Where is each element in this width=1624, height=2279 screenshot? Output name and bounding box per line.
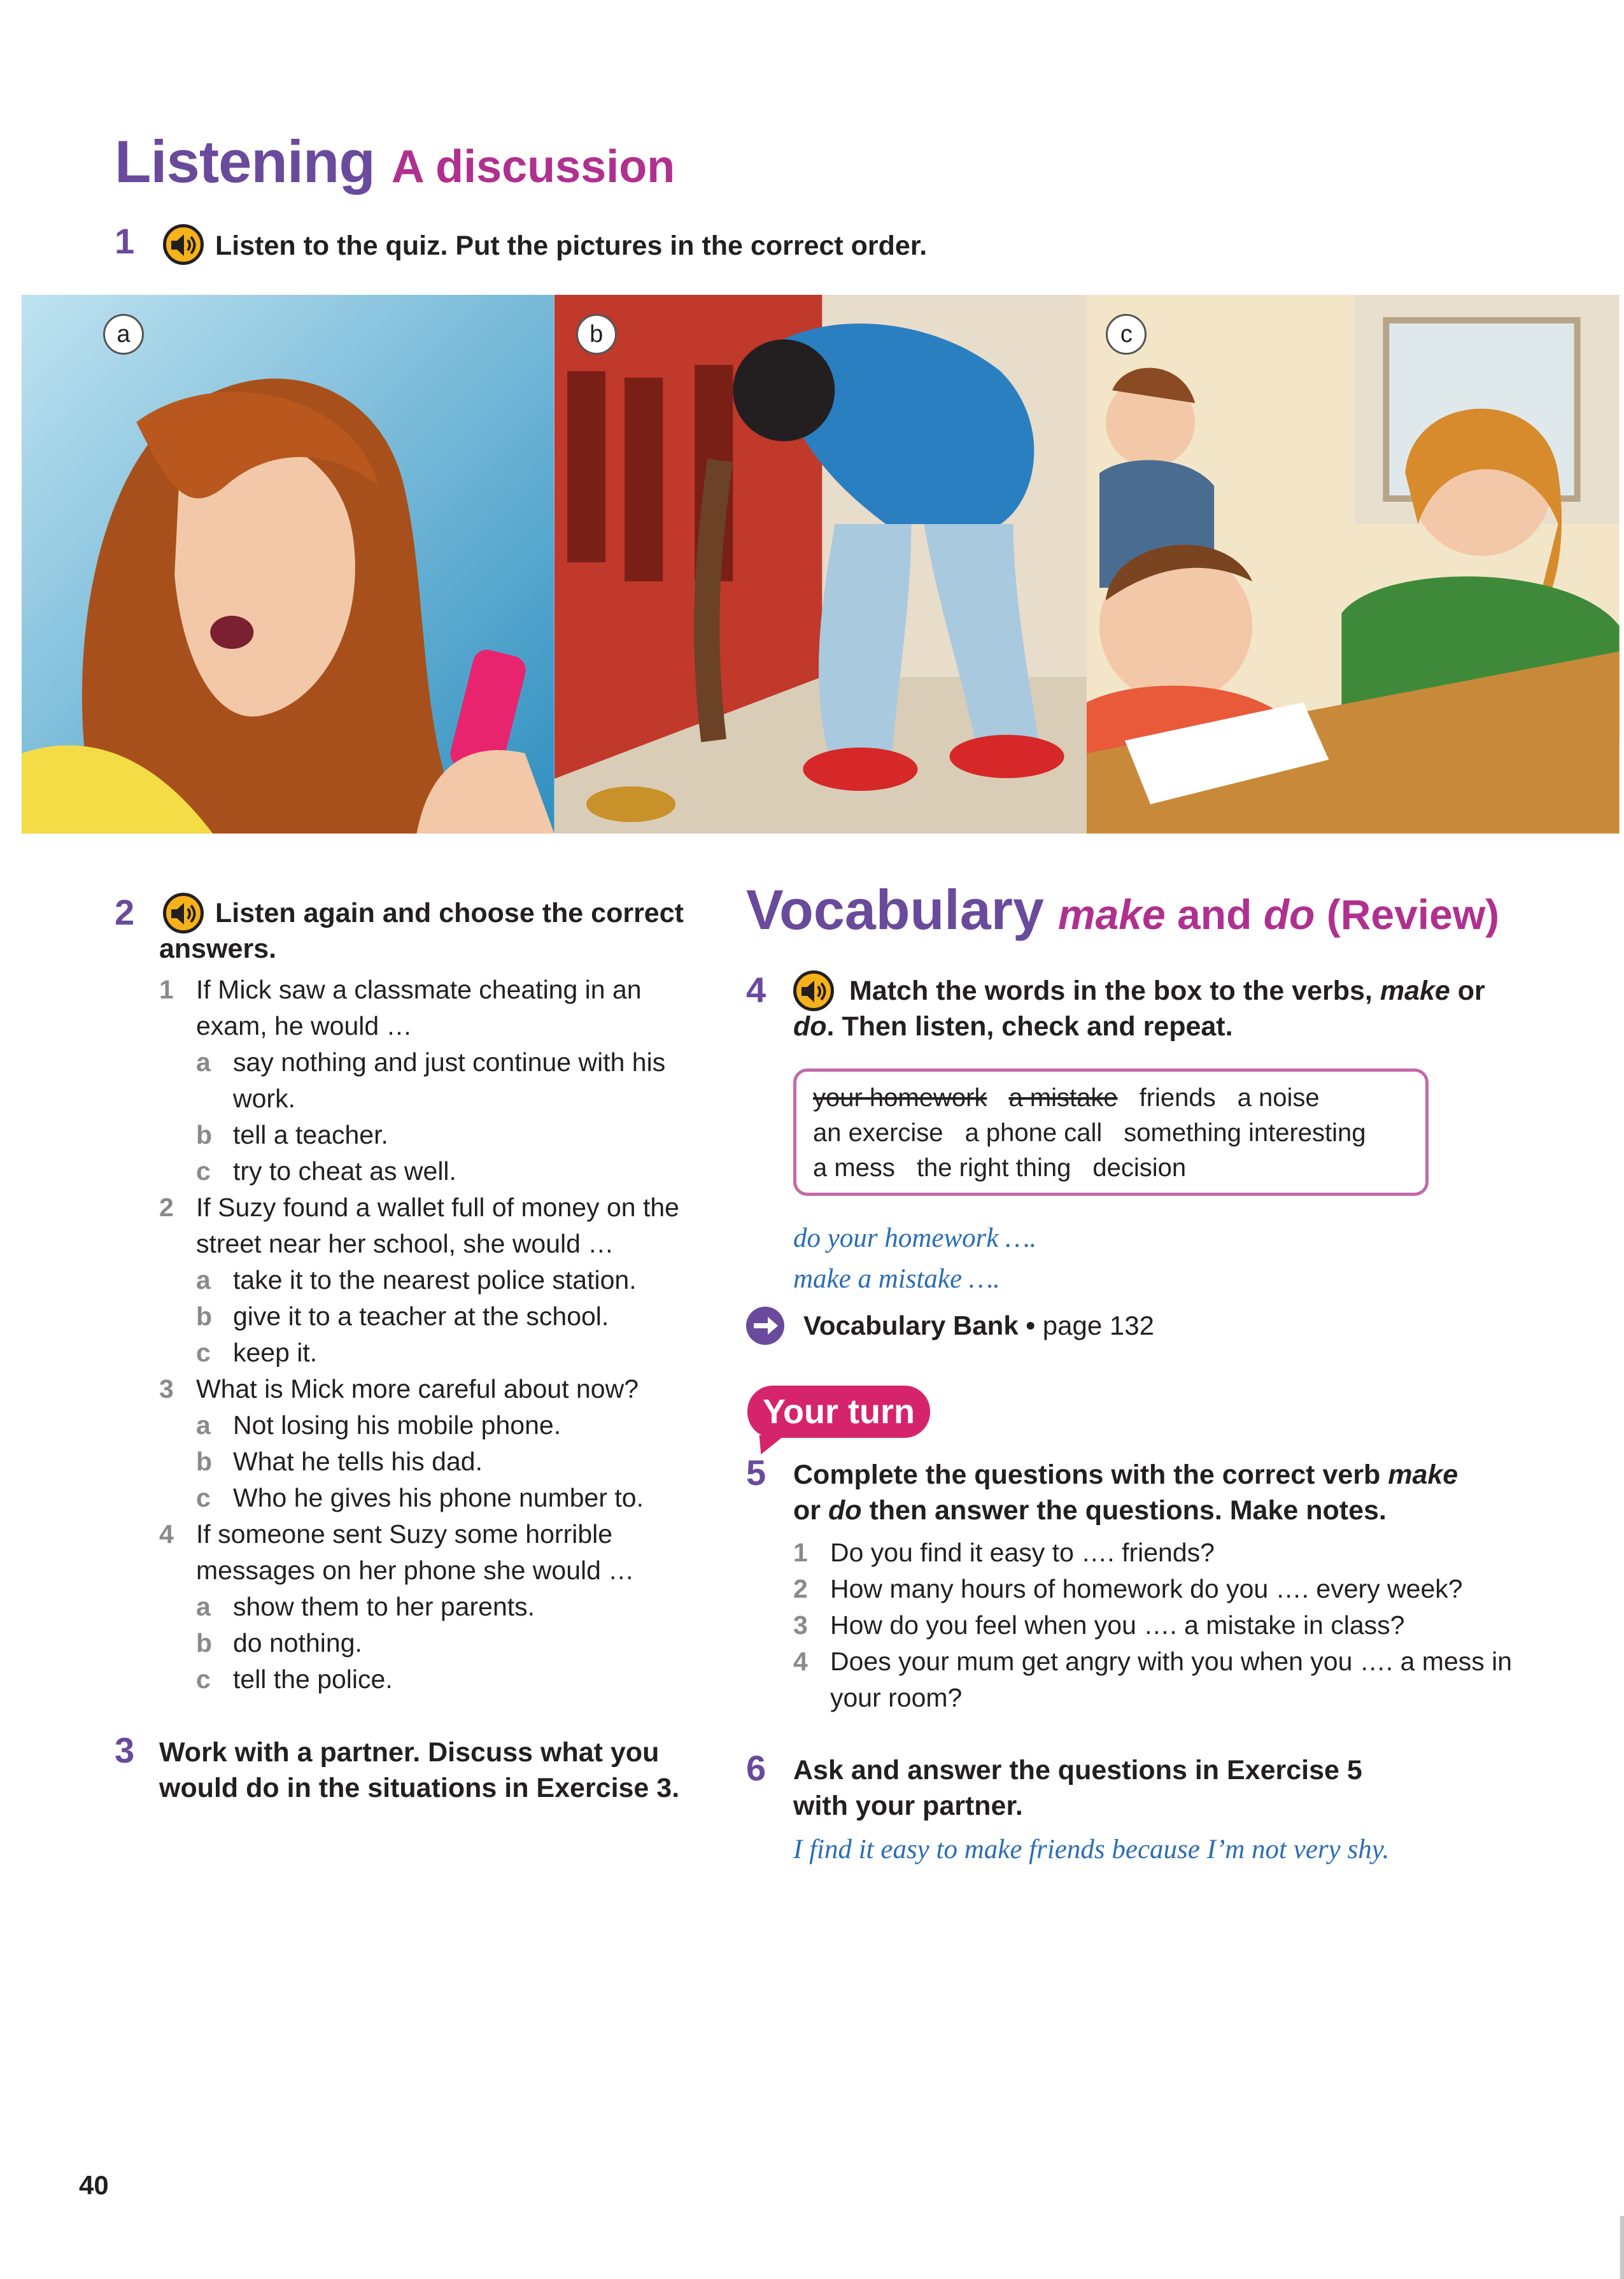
vocabulary-heading: Vocabulary bbox=[746, 878, 1044, 941]
question-number: 2 bbox=[159, 1193, 174, 1222]
gap-blank[interactable]: …. bbox=[1275, 1574, 1310, 1603]
option-text: try to cheat as well. bbox=[233, 1156, 456, 1186]
question-text bbox=[830, 1607, 1404, 1644]
option-text: tell the police. bbox=[233, 1665, 393, 1694]
word-item: your homework bbox=[813, 1084, 987, 1112]
vocab-sub-do: do bbox=[1263, 891, 1315, 938]
example-make: make a mistake …. bbox=[793, 1264, 1000, 1294]
question-number: 4 bbox=[159, 1519, 174, 1549]
question-number: 3 bbox=[159, 1374, 174, 1403]
question-4 bbox=[159, 1516, 707, 1698]
question-text-b: a mess in your room? bbox=[830, 1647, 1513, 1712]
picture-a-label: a bbox=[103, 314, 144, 355]
gap-blank[interactable]: …. bbox=[1359, 1647, 1394, 1676]
section-title bbox=[115, 127, 675, 196]
gap-blank[interactable]: …. bbox=[1081, 1538, 1115, 1567]
vocabulary-bank-link[interactable] bbox=[746, 1307, 1154, 1345]
option-letter: c bbox=[196, 1483, 211, 1512]
ex5-text-make: make bbox=[1388, 1459, 1458, 1490]
exercise-2-instruction: Listen again and choose the correct answers. bbox=[159, 898, 684, 964]
question-text-a: How do you feel when you bbox=[830, 1610, 1144, 1640]
option[interactable] bbox=[159, 1117, 707, 1153]
question-1 bbox=[793, 1535, 1519, 1571]
option-letter: b bbox=[196, 1302, 213, 1331]
exercise-3-number: 3 bbox=[115, 1730, 135, 1770]
example-do: do your homework …. bbox=[793, 1223, 1037, 1253]
option-text: say nothing and just continue with his work. bbox=[233, 1047, 666, 1113]
exercise-5-number: 5 bbox=[746, 1452, 766, 1493]
option[interactable] bbox=[159, 1625, 707, 1661]
question-text-b: every week? bbox=[1309, 1574, 1463, 1603]
vocabulary-bank-bullet: • bbox=[1026, 1310, 1036, 1340]
question-text bbox=[830, 1571, 1463, 1607]
option[interactable] bbox=[159, 1298, 707, 1335]
picture-b-label: b bbox=[576, 314, 617, 355]
question-text-a: How many hours of homework do you bbox=[830, 1574, 1276, 1603]
option-letter: a bbox=[196, 1265, 211, 1295]
question-number: 4 bbox=[793, 1647, 808, 1676]
word-item: a phone call bbox=[964, 1119, 1103, 1147]
option[interactable] bbox=[159, 1044, 707, 1117]
vocabulary-bank-label: Vocabulary Bank bbox=[803, 1310, 1019, 1340]
option-text: What he tells his dad. bbox=[233, 1447, 483, 1476]
ex4-text-b: . Then listen, check and repeat. bbox=[826, 1011, 1233, 1042]
exercise-5-questions bbox=[793, 1535, 1519, 1716]
question-text-a: Do you find it easy to bbox=[830, 1538, 1082, 1567]
word-item: friends bbox=[1139, 1084, 1216, 1112]
word-item: a noise bbox=[1237, 1084, 1320, 1112]
ex5-text-a: Complete the questions with the correct verb bbox=[793, 1459, 1388, 1490]
picture-c bbox=[1087, 295, 1620, 834]
question-text: What is Mick more careful about now? bbox=[196, 1374, 639, 1403]
question-number: 3 bbox=[793, 1610, 808, 1640]
option[interactable] bbox=[159, 1153, 707, 1189]
question-number: 2 bbox=[793, 1574, 808, 1603]
question-text-a: Does your mum get angry with you when you bbox=[830, 1647, 1360, 1676]
option-letter: b bbox=[196, 1628, 213, 1658]
question-number: 1 bbox=[793, 1538, 808, 1567]
option-letter: a bbox=[196, 1047, 211, 1077]
question-number: 1 bbox=[159, 975, 174, 1004]
question-2 bbox=[159, 1189, 707, 1371]
picture-c-label: c bbox=[1106, 314, 1147, 355]
exercise-5-instruction bbox=[793, 1457, 1532, 1528]
vocab-sub-review: (Review) bbox=[1326, 891, 1500, 938]
option[interactable] bbox=[159, 1589, 707, 1625]
picture-b bbox=[554, 295, 1087, 834]
exercise-4-number: 4 bbox=[746, 970, 766, 1010]
question-1 bbox=[159, 972, 707, 1189]
ex5-text-do: do bbox=[828, 1495, 862, 1526]
word-item: something interesting bbox=[1124, 1119, 1366, 1147]
option-letter: a bbox=[196, 1410, 211, 1440]
exercise-2-number: 2 bbox=[115, 892, 135, 932]
example-answer: I find it easy to make friends because I’m not very shy. bbox=[793, 1835, 1390, 1864]
arrow-right-icon bbox=[746, 1307, 784, 1345]
word-item: decision bbox=[1092, 1154, 1187, 1182]
ex4-text-make: make bbox=[1380, 976, 1450, 1006]
ex4-text-a: Match the words in the box to the verbs, bbox=[849, 976, 1380, 1006]
option-letter: c bbox=[196, 1338, 211, 1367]
option-text: keep it. bbox=[233, 1338, 318, 1367]
question-2 bbox=[793, 1571, 1519, 1607]
option-text: give it to a teacher at the school. bbox=[233, 1302, 609, 1331]
ex4-text-do: do bbox=[793, 1011, 827, 1042]
gap-blank[interactable]: …. bbox=[1143, 1610, 1177, 1640]
audio-icon[interactable] bbox=[163, 224, 204, 265]
option-text: do nothing. bbox=[233, 1628, 362, 1658]
vocab-sub-and: and bbox=[1177, 891, 1252, 938]
option[interactable] bbox=[159, 1407, 707, 1444]
vocabulary-title bbox=[746, 877, 1499, 942]
option-text: Who he gives his phone number to. bbox=[233, 1483, 644, 1512]
title-listening: Listening bbox=[115, 128, 375, 195]
page-number: 40 bbox=[79, 2170, 109, 2200]
option-text: Not losing his mobile phone. bbox=[233, 1410, 561, 1440]
exercise-4-instruction bbox=[793, 973, 1532, 1044]
option[interactable] bbox=[159, 1444, 707, 1480]
question-text bbox=[830, 1535, 1215, 1571]
exercise-1-instruction: Listen to the quiz. Put the pictures in the correct order. bbox=[215, 231, 928, 261]
option-letter: c bbox=[196, 1156, 211, 1186]
vocab-sub-make: make bbox=[1057, 891, 1166, 938]
word-item: a mess bbox=[813, 1154, 895, 1182]
word-box bbox=[793, 1069, 1429, 1196]
word-item: a mistake bbox=[1008, 1084, 1118, 1112]
option-letter: b bbox=[196, 1120, 213, 1149]
page-edge bbox=[1620, 2216, 1624, 2279]
vocabulary-bank-page: page 132 bbox=[1042, 1310, 1154, 1340]
option[interactable] bbox=[159, 1661, 707, 1698]
exercise-3-instruction: Work with a partner. Discuss what you would do in the situations in Exercise 3. bbox=[159, 1737, 680, 1803]
option[interactable] bbox=[159, 1480, 707, 1516]
option[interactable] bbox=[159, 1335, 707, 1371]
question-text-b: friends? bbox=[1114, 1538, 1215, 1567]
option[interactable] bbox=[159, 1262, 707, 1298]
option-letter: b bbox=[196, 1447, 213, 1476]
option-text: show them to her parents. bbox=[233, 1592, 535, 1621]
exercise-6-number: 6 bbox=[746, 1748, 766, 1788]
picture-strip bbox=[22, 295, 1620, 834]
word-item: an exercise bbox=[813, 1119, 943, 1147]
option-letter: c bbox=[196, 1665, 211, 1694]
question-text-b: a mistake in class? bbox=[1176, 1610, 1405, 1640]
question-text: If Mick saw a classmate cheating in an exam, he would … bbox=[196, 975, 642, 1040]
picture-a bbox=[22, 295, 554, 834]
vocabulary-subtitle bbox=[1058, 891, 1499, 938]
question-3 bbox=[159, 1371, 707, 1516]
option-text: take it to the nearest police station. bbox=[233, 1265, 637, 1295]
ex5-text-or: or bbox=[793, 1495, 828, 1526]
your-turn-badge: Your turn bbox=[747, 1386, 930, 1438]
question-text: If Suzy found a wallet full of money on the street near her school, she would … bbox=[196, 1193, 679, 1258]
option-letter: a bbox=[196, 1592, 211, 1621]
exercise-1-number: 1 bbox=[115, 221, 135, 261]
question-text: If someone sent Suzy some horrible messages on her phone she would … bbox=[196, 1519, 635, 1585]
question-text bbox=[830, 1644, 1519, 1716]
question-3 bbox=[793, 1607, 1519, 1644]
word-item: the right thing bbox=[916, 1154, 1071, 1182]
question-4 bbox=[793, 1644, 1519, 1716]
exercise-2-questions bbox=[159, 972, 707, 1698]
ex4-text-or: or bbox=[1450, 976, 1485, 1006]
title-subtitle: A discussion bbox=[391, 141, 675, 192]
exercise-6-instruction: Ask and answer the questions in Exercise 5 with your partner. bbox=[793, 1755, 1362, 1821]
option-text: tell a teacher. bbox=[233, 1120, 388, 1149]
ex5-text-b: then answer the questions. Make notes. bbox=[861, 1495, 1387, 1526]
